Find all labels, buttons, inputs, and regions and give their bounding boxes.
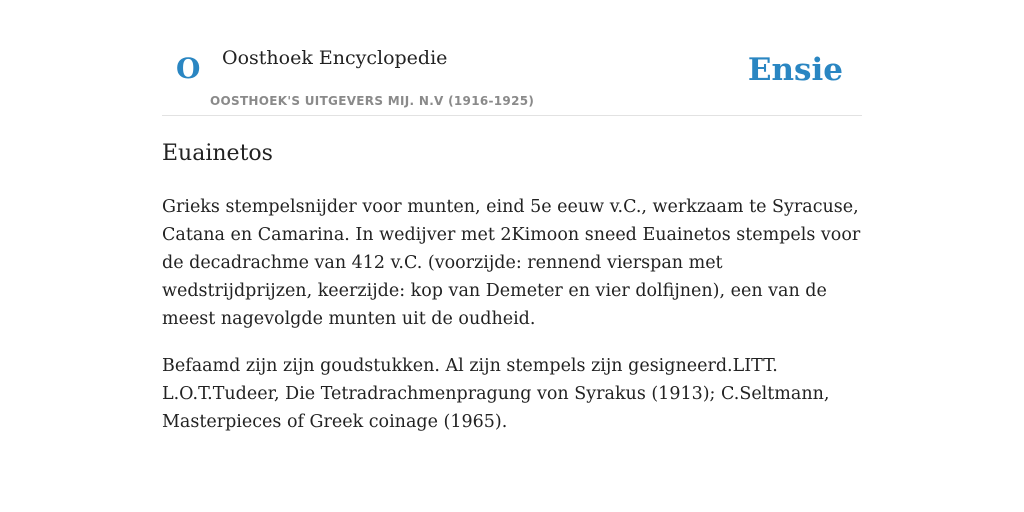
article-paragraph: Befaamd zijn zijn goudstukken. Al zijn stempels zijn gesigneerd.LITT. L.O.T.Tudeer, Die Tetradrachmenpragung von Syrakus (1913); C.Seltmann, Masterpieces of Greek coinage (1965). — [162, 356, 830, 432]
article-title: Euainetos — [162, 141, 273, 166]
source-title[interactable]: Oosthoek Encyclopedie — [222, 47, 448, 69]
article — [162, 138, 862, 455]
ensie-logo[interactable]: Ensie — [747, 52, 843, 88]
article-paragraph: Grieks stempelsnijder voor munten, eind 5e eeuw v.C., werkzaam te Syracuse, Catana en Camarina. In wedijver met 2Kimoon sneed Euainetos stempels voor de decadrachme van 412 v.C. (voorzijde: rennend vierspan met wedstrijdprijzen, keerzijde: kop van Demeter en vier dolfijnen), een van de meest nagevolgde munten uit de oudheid. — [162, 197, 861, 329]
oosthoek-logo[interactable]: O — [176, 52, 201, 85]
source-header — [162, 40, 862, 116]
source-subtitle: OOSTHOEK'S UITGEVERS MIJ. N.V (1916-1925) — [210, 94, 535, 108]
